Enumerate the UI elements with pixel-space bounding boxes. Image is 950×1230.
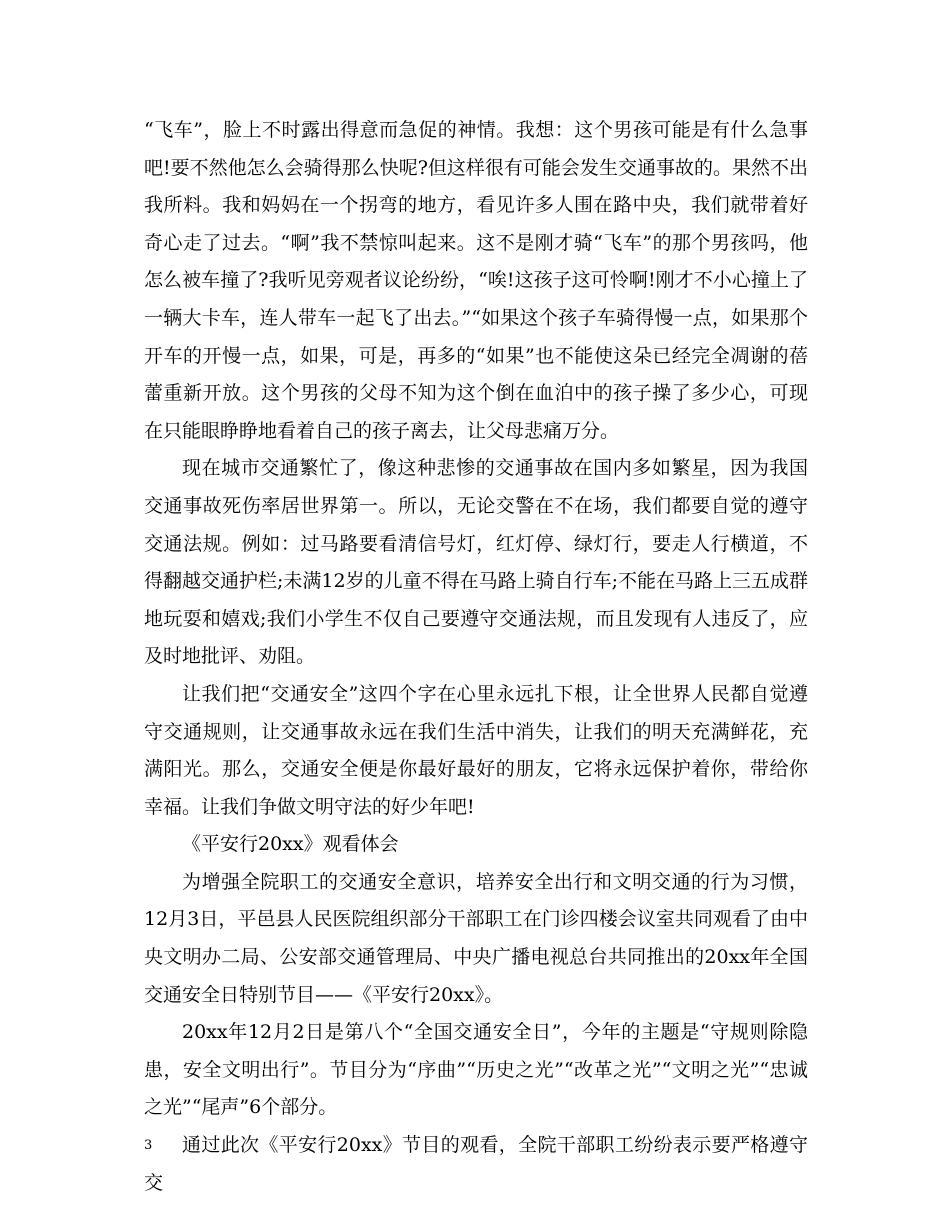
paragraph-viewing-event: 为增强全院职工的交通安全意识，培养安全出行和文明交通的行为习惯，12月3日，平邑县人民医院组织部分干部职工在门诊四楼会议室共同观看了由中央文明办二局、公安部交通管理局、中央广播电视总台共同推出的20xx年全国交通安全日特别节目——《平安行20xx》。 bbox=[144, 870, 808, 1006]
paragraph-program-theme: 20xx年12月2日是第八个“全国交通安全日”，今年的主题是“守规则除隐患，安全文明出行”。节目分为“序曲”“历史之光”“改革之光”“文明之光”“忠诚之光”“尾声”6个部分。 bbox=[144, 1021, 808, 1119]
paragraph-staff-response: 通过此次《平安行20xx》节目的观看，全院干部职工纷纷表示要严格遵守交 bbox=[144, 1134, 808, 1194]
paragraph-traffic-rules: 现在城市交通繁忙了，像这种悲惨的交通事故在国内多如繁星，因为我国交通事故死伤率居世界第一。所以，无论交警在不在场，我们都要自觉的遵守交通法规。例如：过马路要看清信号灯，红灯停、绿灯行，要走人行横道，不得翻越交通护栏;未满12岁的儿童不得在马路上骑自行车;不能在马路上三五成群地玩耍和嬉戏;我们小学生不仅自己要遵守交通法规，而且发现有人违反了，应及时地批评、劝阻。 bbox=[144, 457, 808, 668]
paragraph-call-to-action: 让我们把“交通安全”这四个字在心里永远扎下根，让全世界人民都自觉遵守交通规则，让交通事故永远在我们生活中消失，让我们的明天充满鲜花，充满阳光。那么，交通安全便是你最好最好的朋友，它将永远保护着你，带给你幸福。让我们争做文明守法的好少年吧! bbox=[144, 682, 808, 818]
document-body bbox=[144, 112, 808, 1202]
paragraph-accident-story: “飞车”，脸上不时露出得意而急促的神情。我想：这个男孩可能是有什么急事吧!要不然他怎么会骑得那么快呢?但这样很有可能会发生交通事故的。果然不出我所料。我和妈妈在一个拐弯的地方，看见许多人围在路中央，我们就带着好奇心走了过去。“啊”我不禁惊叫起来。这不是刚才骑“飞车”的那个男孩吗，他怎么被车撞了?我听见旁观者议论纷纷，“唉!这孩子这可怜啊!刚才不小心撞上了一辆大卡车，连人带车一起飞了出去。”“如果这个孩子车骑得慢一点，如果那个开车的开慢一点，如果，可是，再多的“如果”也不能使这朵已经完全凋谢的蓓蕾重新开放。这个男孩的父母不知为这个倒在血泊中的孩子操了多少心，可现在只能眼睁睁地看着自己的孩子离去，让父母悲痛万分。 bbox=[144, 119, 808, 442]
section-heading: 《平安行20xx》观看体会 bbox=[182, 833, 399, 856]
page-number: 3 bbox=[144, 1138, 153, 1153]
